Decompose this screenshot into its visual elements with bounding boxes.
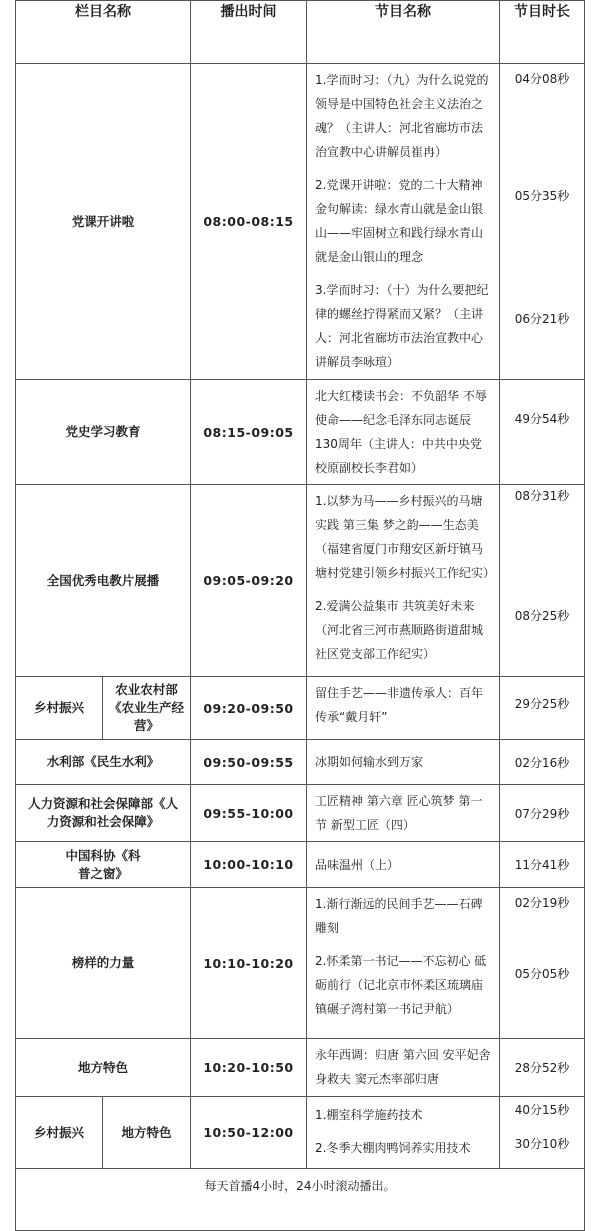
program-cell <box>307 888 500 1039</box>
program-item: 2.爱满公益集市 共筑美好未来（河北省三河市燕顺路街道甜城社区党支部工作纪实） <box>315 599 484 661</box>
duration-value: 05分05秒 <box>514 967 570 981</box>
time-cell: 09:50-09:55 <box>191 740 307 785</box>
duration-value: 49分54秒 <box>514 412 570 426</box>
time-cell: 08:15-09:05 <box>191 380 307 485</box>
program-item: 2.怀柔第一书记——不忘初心 砥砺前行（记北京市怀柔区琉璃庙镇碾子湾村第一书记尹航） <box>315 954 487 1016</box>
program-cell <box>307 740 500 785</box>
program-item: 1.渐行渐远的民间手艺——石碑雕刻 <box>315 897 483 935</box>
program-cell <box>307 842 500 888</box>
program-item: 工匠精神 第六章 匠心筑梦 第一节 新型工匠（四） <box>315 794 483 832</box>
column-name-cell: 党课开讲啦 <box>16 64 191 380</box>
time-cell: 09:55-10:00 <box>191 785 307 842</box>
duration-value: 07分29秒 <box>514 806 570 821</box>
time-cell: 09:05-09:20 <box>191 485 307 677</box>
program-cell <box>307 1097 500 1169</box>
column-name-cell: 地方特色 <box>16 1039 191 1097</box>
duration-value: 06分21秒 <box>514 312 570 326</box>
program-cell <box>307 785 500 842</box>
table-row <box>16 1097 585 1169</box>
program-item: 1.以梦为马——乡村振兴的马塘实践 第三集 梦之韵——生态美（福建省厦门市翔安区新圩镇马塘村党建引领乡村振兴工作纪实） <box>315 494 496 580</box>
duration-value: 02分19秒 <box>514 896 570 910</box>
program-item: 3.学而时习：（十）为什么要把纪律的螺丝拧得紧而又紧？（主讲人：河北省廊坊市法治宣教中心讲解员李咏瑄） <box>315 283 489 369</box>
table-row <box>16 677 585 740</box>
column-name-cell: 榜样的力量 <box>16 888 191 1039</box>
duration-value: 02分16秒 <box>514 755 570 770</box>
program-cell <box>307 677 500 740</box>
duration-cell <box>500 64 585 380</box>
table-row <box>16 64 585 380</box>
duration-value: 08分25秒 <box>514 609 570 623</box>
table-row <box>16 380 585 485</box>
duration-value: 11分41秒 <box>514 858 570 872</box>
duration-value: 30分10秒 <box>514 1137 570 1151</box>
duration-cell <box>500 1097 585 1169</box>
program-item: 品味温州（上） <box>315 857 400 872</box>
time-cell: 10:20-10:50 <box>191 1039 307 1097</box>
column-name-cell: 人力资源和社会保障部《人力资源和社会保障》 <box>16 785 191 842</box>
table-row <box>16 888 585 1039</box>
duration-cell <box>500 740 585 785</box>
program-item: 2.党课开讲啦：党的二十大精神金句解读：绿水青山就是金山银山——牢固树立和践行绿水青山就是金山银山的理念 <box>315 178 484 264</box>
time-cell: 10:50-12:00 <box>191 1097 307 1169</box>
duration-cell <box>500 1039 585 1097</box>
table-row <box>16 842 585 888</box>
program-item: 永年西调：归唐 第六回 安平妃舍身救夫 窦元杰率部归唐 <box>315 1048 491 1086</box>
time-cell: 09:20-09:50 <box>191 677 307 740</box>
header-duration: 节目时长 <box>500 1 585 64</box>
duration-cell <box>500 677 585 740</box>
duration-value: 29分25秒 <box>514 697 570 711</box>
column-name-cell: 全国优秀电教片展播 <box>16 485 191 677</box>
duration-value: 28分52秒 <box>514 1061 570 1075</box>
duration-cell <box>500 888 585 1039</box>
duration-value: 04分08秒 <box>514 72 570 86</box>
time-cell: 10:10-10:20 <box>191 888 307 1039</box>
program-item: 留住手艺——非遗传承人：百年传承“戴月轩” <box>315 686 484 724</box>
header-row <box>16 1 585 64</box>
header-broadcast-time: 播出时间 <box>191 1 307 64</box>
duration-cell <box>500 785 585 842</box>
column-main-cell: 乡村振兴 <box>16 1097 103 1169</box>
header-program-name: 节目名称 <box>307 1 500 64</box>
footer-note: 每天首播4小时，24小时滚动播出。 <box>16 1169 585 1231</box>
time-cell: 08:00-08:15 <box>191 64 307 380</box>
footer-row <box>16 1169 585 1231</box>
duration-value: 08分31秒 <box>514 489 570 503</box>
program-item: 1.学而时习：（九）为什么说党的领导是中国特色社会主义法治之魂？（主讲人：河北省廊坊市法治宣教中心讲解员崔冉） <box>315 73 489 159</box>
duration-cell <box>500 842 585 888</box>
duration-cell <box>500 380 585 485</box>
program-cell <box>307 1039 500 1097</box>
duration-value: 40分15秒 <box>514 1103 570 1117</box>
table-row <box>16 485 585 677</box>
time-cell: 10:00-10:10 <box>191 842 307 888</box>
table-row <box>16 740 585 785</box>
program-cell <box>307 64 500 380</box>
table-row <box>16 785 585 842</box>
duration-cell <box>500 485 585 677</box>
column-main-cell: 乡村振兴 <box>16 677 103 740</box>
duration-value: 05分35秒 <box>514 189 570 203</box>
table-row <box>16 1039 585 1097</box>
column-name-cell: 水利部《民生水利》 <box>16 740 191 785</box>
column-name-cell: 中国科协《科普之窗》 <box>16 842 191 888</box>
column-sub-cell: 农业农村部《农业生产经营》 <box>103 677 191 740</box>
program-item: 2.冬季大棚肉鸭饲养实用技术 <box>315 1141 471 1155</box>
program-item: 北大红楼读书会：不负韶华 不辱使命——纪念毛泽东同志诞辰130周年（主讲人：中共中央党校原副校长李君如） <box>315 389 487 475</box>
program-cell <box>307 380 500 485</box>
program-item: 1.棚室科学施药技术 <box>315 1108 423 1122</box>
program-cell <box>307 485 500 677</box>
header-column-name: 栏目名称 <box>16 1 191 64</box>
program-item: 冰期如何输水到万家 <box>315 755 424 769</box>
column-sub-cell: 地方特色 <box>103 1097 191 1169</box>
schedule-table <box>15 0 585 1231</box>
column-name-cell: 党史学习教育 <box>16 380 191 485</box>
